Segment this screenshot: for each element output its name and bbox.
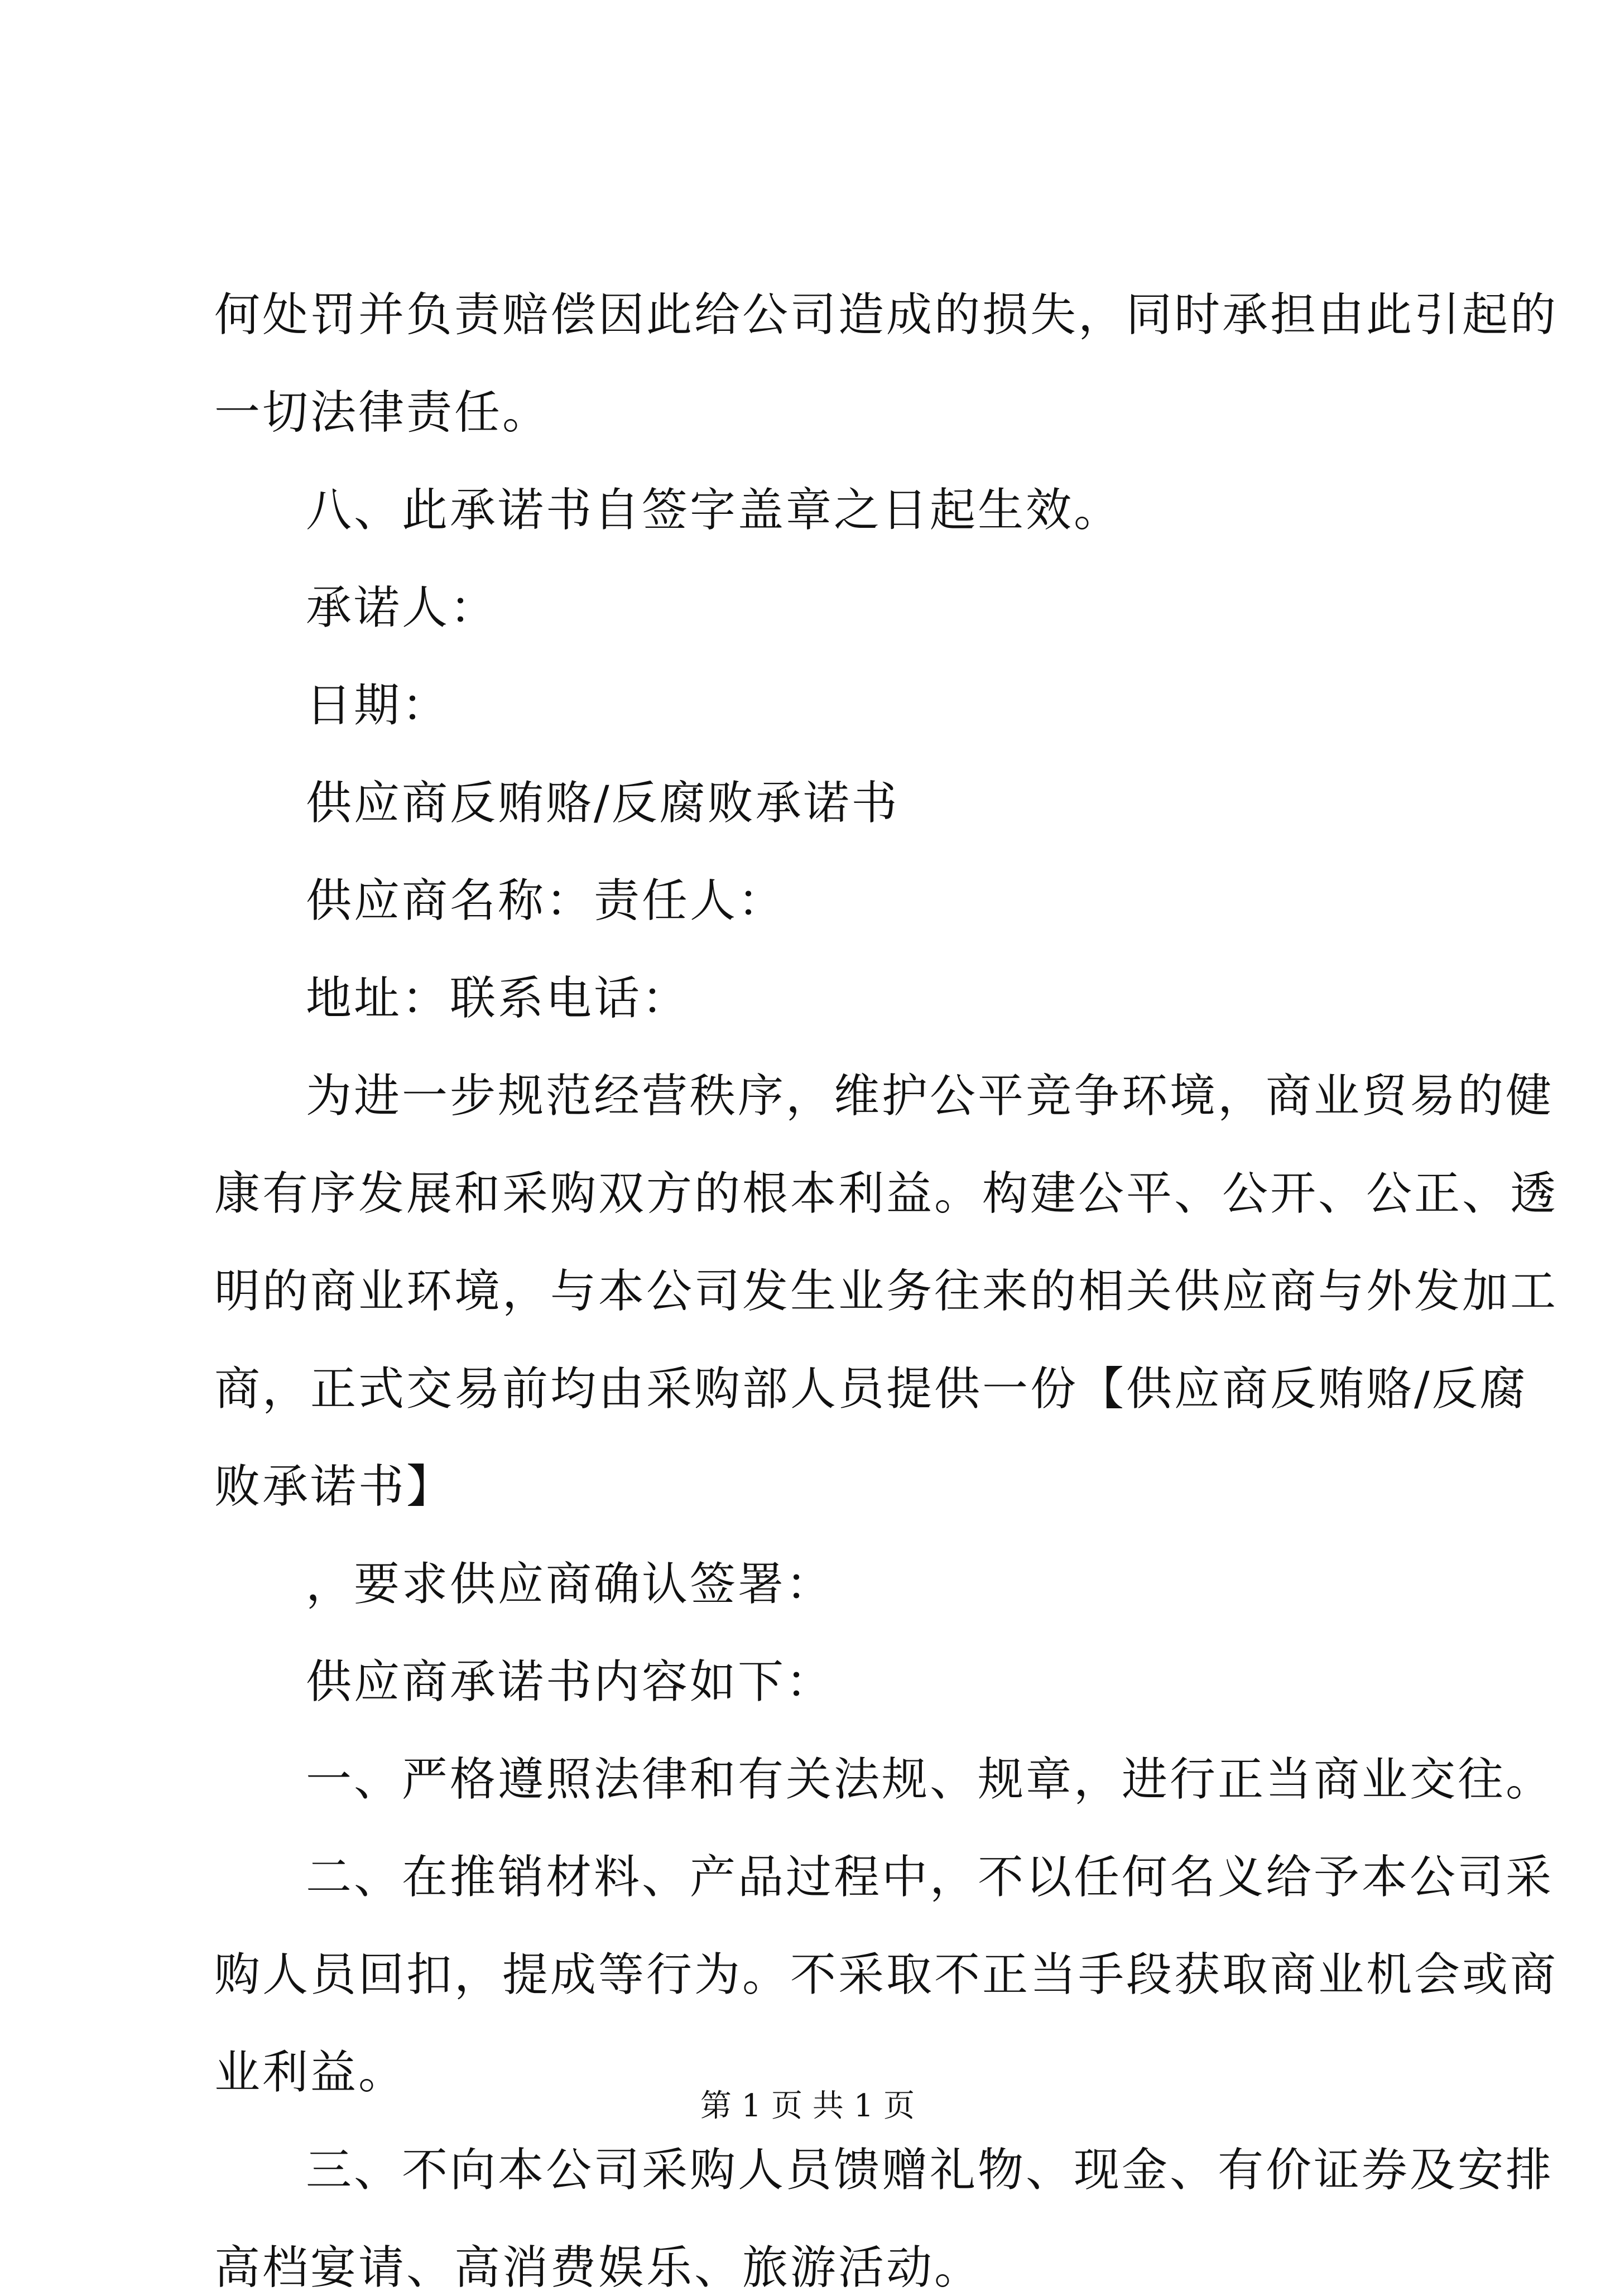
text-line: 地址：联系电话： [306, 972, 690, 1025]
page-footer: 第 1 页 共 1 页 [700, 2088, 915, 2124]
text-line: 何处罚并负责赔偿因此给公司造成的损失，同时承担由此引起的 [214, 288, 1559, 341]
text-line: 承诺人： [306, 581, 498, 634]
text-line: 一切法律责任。 [214, 386, 551, 439]
text-line: 高档宴请、高消费娱乐、旅游活动。 [214, 2241, 983, 2294]
text-line: 一、严格遵照法律和有关法规、规章，进行正当商业交往。 [306, 1753, 1554, 1806]
text-line: 明的商业环境，与本公司发生业务往来的相关供应商与外发加工 [214, 1265, 1559, 1318]
text-line: 三、不向本公司采购人员馈赠礼物、现金、有价证券及安排 [306, 2144, 1554, 2197]
text-line: 为进一步规范经营秩序，维护公平竞争环境，商业贸易的健 [306, 1070, 1554, 1123]
text-line: 二、在推销材料、产品过程中，不以任何名义给予本公司采 [306, 1851, 1554, 1904]
text-line: 购人员回扣，提成等行为。不采取不正当手段获取商业机会或商 [214, 1948, 1559, 2001]
text-line: ，要求供应商确认签署： [306, 1558, 834, 1611]
text-line: 商，正式交易前均由采购部人员提供一份【供应商反贿赂/反腐 [214, 1363, 1528, 1416]
text-line: 业利益。 [214, 2046, 407, 2099]
text-line: 日期： [306, 679, 450, 732]
text-line: 供应商承诺书内容如下： [306, 1655, 834, 1708]
text-line: 康有序发展和采购双方的根本利益。构建公平、公开、公正、透 [214, 1167, 1559, 1220]
text-line: 八、此承诺书自签字盖章之日起生效。 [306, 484, 1122, 537]
text-line: 败承诺书】 [214, 1460, 455, 1513]
text-line: 供应商反贿赂/反腐败承诺书 [306, 777, 900, 830]
text-line: 供应商名称：责任人： [306, 874, 786, 927]
